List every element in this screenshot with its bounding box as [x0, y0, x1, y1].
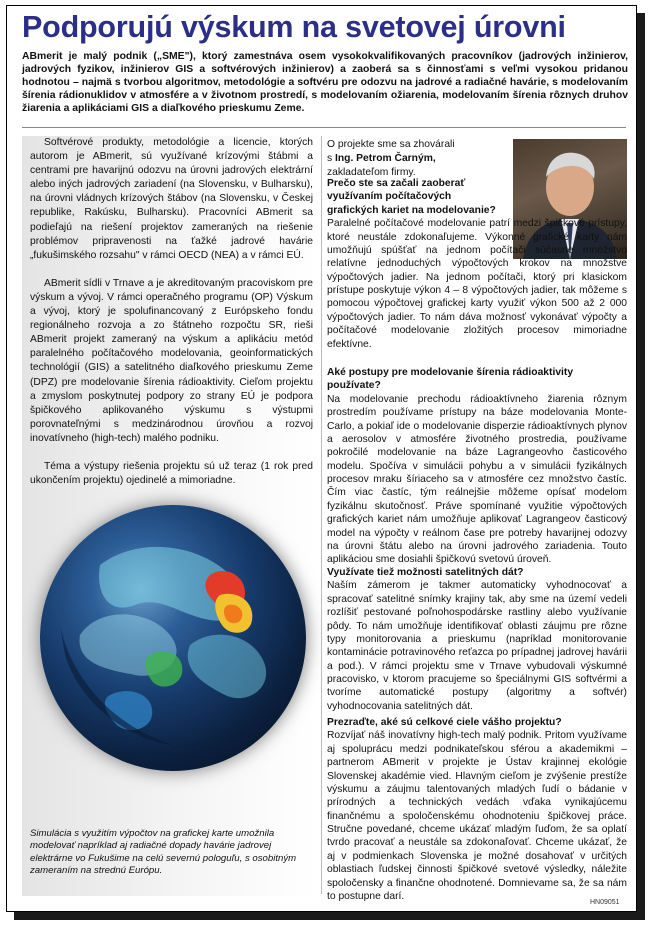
- document-code: HN09051: [590, 899, 620, 906]
- column-separator: [321, 136, 322, 894]
- question-3: Využívate tiež možnosti satelitných dát?: [327, 567, 524, 578]
- answer-1: Paralelné počítačové modelovanie patrí medzi špičkové prístupy, ktoré neustále zdokonaľujeme. Výkonné grafické karty nám umožňujú spúšťať na jednom počítači súčasne množstvo relatívne jednoduchých výpočtových krokov na množstve výpočtových jadier. Na jednom počítači, ktorý pri klasickom prístupe poskytuje výkon 4 – 8 výpočtových jadier, tak môžeme s pomocou výpočtovej grafickej karty využiť výkon 500 až 2 000 výpočtových jadier. To nám dáva možnosť vykonávať výpočty a počítačové modelovanie zložitých procesov mimoriadne efektívne.: [327, 218, 627, 350]
- globe-plume-graphic: [40, 505, 306, 771]
- interview-intro: [327, 138, 507, 179]
- qa-block-3: [327, 566, 627, 713]
- left-paragraph-2: ABmerit sídli v Trnave a je akreditovaným pracoviskom pre výskum a vývoj. V rámci operačného programu (OP) Výskum a vývoj, ktorý je spolufinancovaný z Európskeho fondu regionálneho rozvoja a zo štátneho rozpočtu SR, rieši ABmerit projekt zameraný na výskum a aplikáciu metód paralelného počítačového modelovania, geoinformatických technológií (GIS) a satelitného diaľkového prieskumu Zeme (DPZ) pre modelovanie šírenia rádioaktivity. Cieľom projektu a zmyslom poskytnutej podpory zo strany EÚ je podpora špičkového aplikovaného výskumu s výstupmi porovnateľnými s medzinárodnou úrovňou a rozvoj inovatívneho (high-tech) malého podniku.: [30, 277, 313, 444]
- qa-block-1: [327, 177, 627, 351]
- lead-paragraph: ABmerit je malý podnik („SME"), ktorý zamestnáva osem vysokokvalifikovaných pracovníkov (jadrových inžinierov, jadrových fyzikov, inžinierov GIS a softvérových inžinierov) a zaoberá sa s činnosťami s veľmi vysokou pridanou hodnotou – najmä s tvorbou algoritmov, metodológie a softvéru pre odozvu na jadrové a radiačné havárie, s modelovaním šírenia rádionuklidov v atmosfére a v životnom prostredí, s modelovaním ožiarenia, modelovaním šírenia rôznych druhov žiarenia a aplikáciami GIS a diaľkového prieskumu Zeme.: [22, 51, 628, 114]
- answer-3: Naším zámerom je takmer automaticky vyhodnocovať a spracovať satelitné snímky krajiny tak, aby sme na území vedeli rozlíšiť pestované poľnohospodárske rastliny alebo využívanie pôdy. To nám umožňuje identifikovať oblasti záujmu pre rôzne typy monitorovania a prieskumu (napríklad monitorovanie kontaminácie potravinového reťazca po prípadnej jadrovej havárii a pod.). V rámci projektu sme v Trnave vybudovali výskumné pracovisko, v ktorom pracujeme so špeciálnymi GIS softvérmi a tvoríme automatické postupy (algoritmy a softvér) vyhodnocovania satelitných dát.: [327, 580, 627, 712]
- interviewee-role: zakladateľom firmy.: [327, 166, 416, 178]
- intro-line: O projekte sme sa zhovárali: [327, 139, 455, 150]
- intro-with: s: [327, 152, 336, 164]
- page-title: Podporujú výskum na svetovej úrovni: [22, 10, 566, 44]
- qa-block-2: [327, 366, 627, 567]
- image-caption: Simulácia s využitím výpočtov na grafickej karte umožnila modelovať napríklad aj radiačné dopady havárie jadrovej elektrárne vo Fukušime na celú severnú pologuľu, s osobitným zameraním na strednú Európu.: [30, 828, 297, 877]
- interviewee-name: Ing. Petrom Čarným,: [335, 152, 436, 164]
- left-paragraph-3: Téma a výstupy riešenia projektu sú už teraz (1 rok pred ukončením projektu) ojedinelé a mimoriadne.: [30, 460, 313, 487]
- question-1: Prečo ste sa začali zaoberať využívaním počítačových grafických kariet na modelovanie?: [327, 178, 496, 216]
- answer-4: Rozvíjať náš inovatívny high-tech malý podnik. Pritom využívame aj spoluprácu medzi podnikateľskou sférou a akademikmi – partnerom ABmerit v projekte je Ústav krajinnej ekológie Slovenskej akadémie vied. Hlavným cieľom je zvýšenie prestíže výskumu a záujmu talentovaných mladých ľudí o bádanie v prírodných a technických vedách vďaka vynikajúcemu finančnému a spoločenskému ohodnoteniu špičkovej práce. Stručne povedané, chceme ukázať mladým ľuďom, že sa oplatí tvrdo pracovať a neustále sa zdokonaľovať. Chceme ukázať, že aj v podmienkach Slovenska je možné dosahovať v určitých oblastiach ľudskej činnosti špičkové svetové výsledky, náležite spoločensky a finančne ohodnotené. Domnievame sa, že sa nám to postupne darí.: [327, 730, 627, 902]
- globe-simulation-image: [40, 505, 306, 771]
- left-column-text: [30, 136, 313, 502]
- question-2: Aké postupy pre modelovanie šírenia rádioaktivity používate?: [327, 367, 574, 392]
- left-paragraph-1: Softvérové produkty, metodológie a licencie, ktorých autorom je ABmerit, sú využívané krízovými štábmi a centrami pre havarijnú odozvu na úrovni jadrových elektrární alebo iných jadrových zariadení (na Slovensku, v Bulharsku), na úrovni vládnych krízových štábov (na Slovensku, v Českej republike, Rakúsku, Bulharsku). Pracovníci ABmerit sa podieľajú na riešení projektov zameraných na riešenie problémov pripravenosti na ťažké jadrové havárie „fukušimského rozsahu" v rámci OECD (NEA) a v rámci EÚ.: [30, 137, 313, 261]
- answer-2: Na modelovanie prechodu rádioaktívneho žiarenia rôznym prostredím používame prístupy na báze modelovania Monte-Carlo, a pokiaľ ide o modelovanie disperzie rádioaktívnych plynov a aerosolov v atmosfére životného prostredia, používame pokročilé modelovanie na báze Lagrangeovho časticového modelu. Spočíva v simulácii pohybu a v simulácii fyzikálnych procesov mraku šíriaceho sa v atmosfére cez množstvo častíc. Čím viac častíc, tým reálnejšie môžeme opísať modelom fyzikálnu skutočnosť. Práve spomínané využitie výpočtových grafických kariet nám umožňuje aplikovať Lagrangeov časticový model na výpočty v reálnom čase pre potreby havarijnej odozvy na úrovni štátu alebo na úrovni jadrového zariadenia. Touto aplikáciou sme dosiahli špičkovú svetovú úroveň.: [327, 393, 627, 566]
- divider: [22, 127, 626, 128]
- question-4: Prezraďte, aké sú celkové ciele vášho projektu?: [327, 717, 562, 728]
- qa-block-4: [327, 716, 627, 903]
